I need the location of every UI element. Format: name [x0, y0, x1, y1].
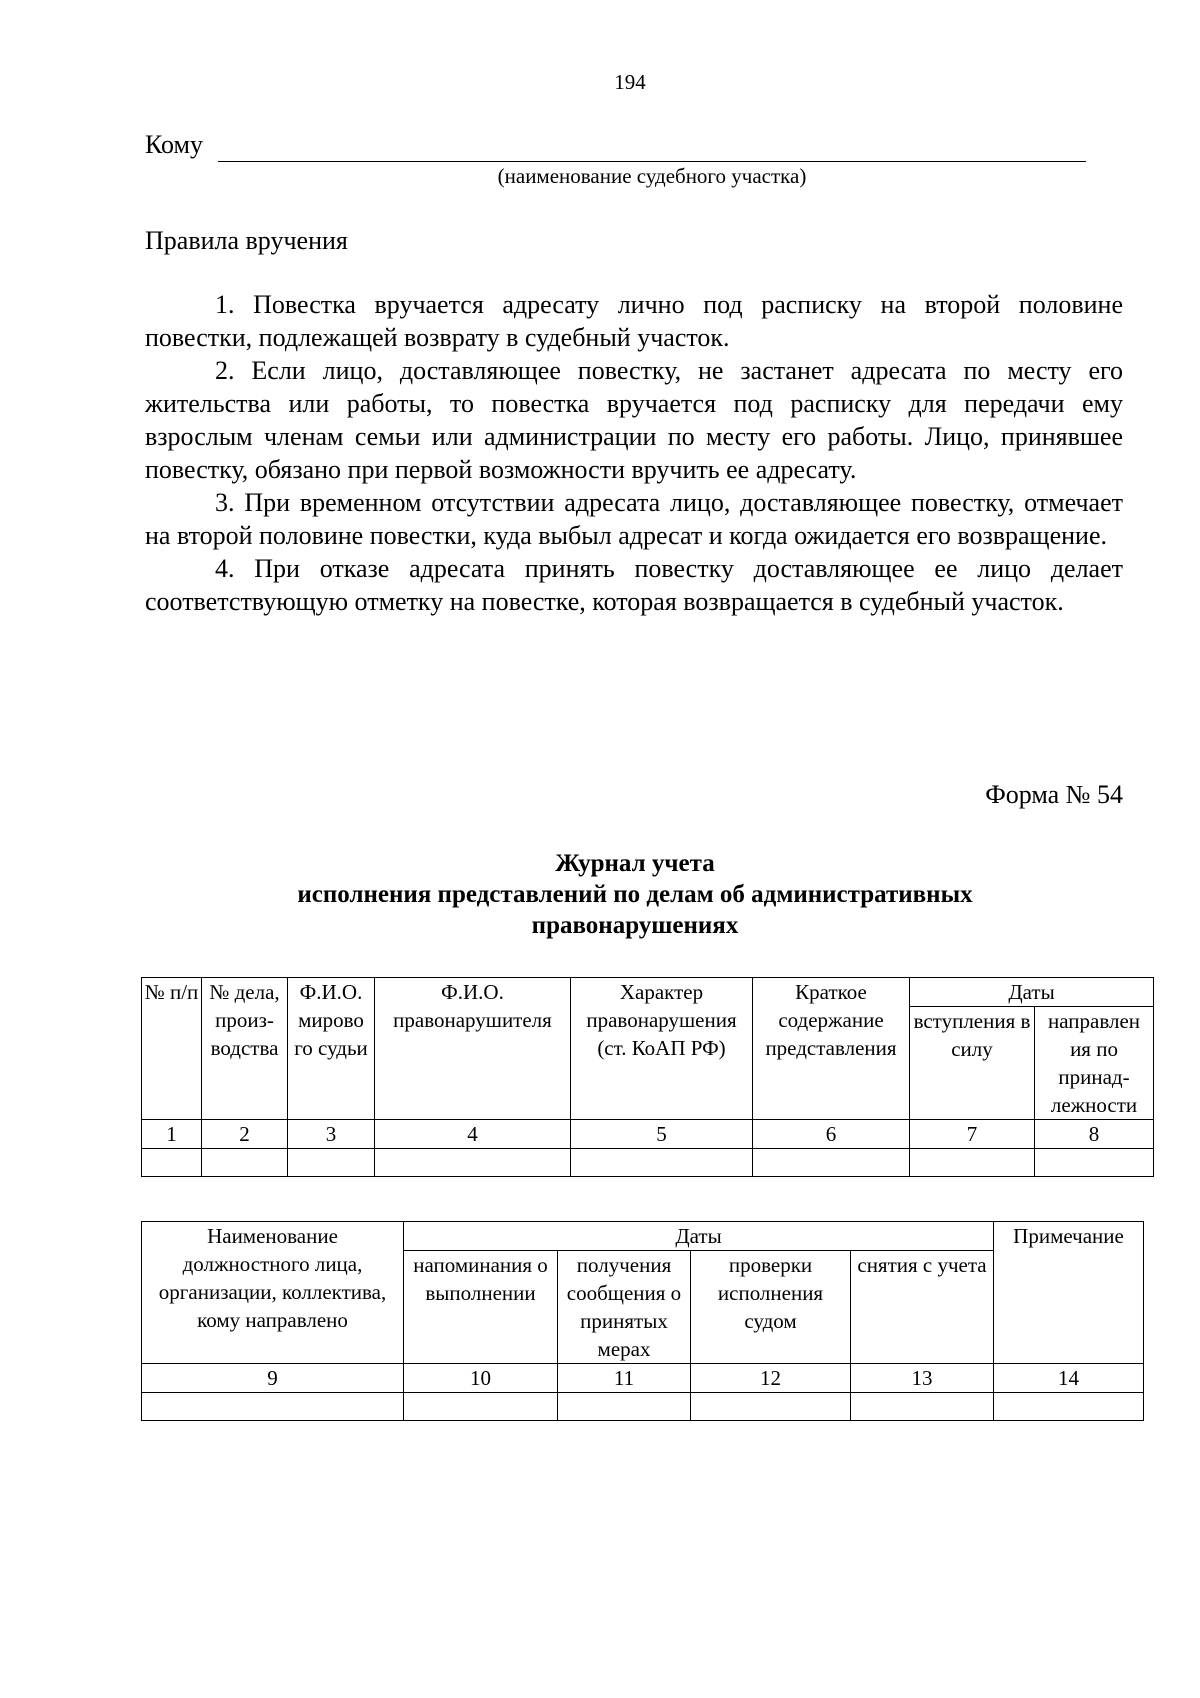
header-cell-dates-group: Даты	[910, 978, 1154, 1007]
column-number-cell: 1	[142, 1120, 202, 1149]
empty-cell	[142, 1149, 202, 1177]
header-cell-effective-date: вступления в силу	[910, 1007, 1035, 1120]
header-cell-judge-name: Ф.И.О. мирово го судьи	[288, 978, 375, 1120]
empty-cell	[202, 1149, 288, 1177]
recipient-label: Кому	[145, 130, 204, 159]
empty-cell	[375, 1149, 571, 1177]
rule-item: 4. При отказе адресата принять повестку доставляющее ее лицо делает соответствующую отметку на повестке, которая возвращается в судебный участок.	[145, 554, 1123, 616]
empty-cell	[142, 1393, 404, 1421]
journal-title-line: правонарушениях	[531, 912, 739, 939]
column-number-cell: 9	[142, 1364, 404, 1393]
rule-item: 2. Если лицо, доставляющее повестку, не застанет адресата по месту его жительства или работы, то повестка вручается под расписку для передачи ему взрослым членам семьи или администрации по месту его работы. Лицо, принявшее повестку, обязано при первой возможности вручить ее адресату.	[145, 356, 1123, 484]
column-number-cell: 4	[375, 1120, 571, 1149]
journal-title	[0, 848, 1200, 941]
header-cell-removal-date: снятия с учета	[851, 1251, 994, 1364]
column-number-cell: 13	[851, 1364, 994, 1393]
column-number-cell: 10	[404, 1364, 558, 1393]
empty-cell	[558, 1393, 691, 1421]
header-cell-offense-type: Характер правонарушения (ст. КоАП РФ)	[571, 978, 753, 1120]
column-number-cell: 7	[910, 1120, 1035, 1149]
header-cell-referral-date: направлен ия по принад-лежности	[1035, 1007, 1154, 1120]
empty-cell	[571, 1149, 753, 1177]
empty-cell	[753, 1149, 910, 1177]
journal-title-line: исполнения представлений по делам об административных	[297, 881, 973, 908]
column-number-cell: 11	[558, 1364, 691, 1393]
form-number: Форма № 54	[985, 780, 1123, 809]
column-number-cell: 5	[571, 1120, 753, 1149]
page-number: 194	[614, 70, 646, 94]
column-number-cell: 3	[288, 1120, 375, 1149]
recipient-fill-line	[218, 161, 1086, 162]
journal-table-part2	[141, 1221, 1144, 1421]
empty-cell	[691, 1393, 851, 1421]
journal-title-line: Журнал учета	[555, 850, 715, 877]
header-cell-recipient: Наименование должностного лица, организации, коллектива, кому направлено	[142, 1222, 404, 1364]
recipient-caption: (наименование судебного участка)	[497, 164, 807, 188]
header-cell-dates-group: Даты	[404, 1222, 994, 1251]
column-number-cell: 6	[753, 1120, 910, 1149]
header-cell-case-number: № дела, произ-водства	[202, 978, 288, 1120]
header-cell-number: № п/п	[142, 978, 202, 1120]
header-cell-check-date: проверки исполнения судом	[691, 1251, 851, 1364]
rule-item: 3. При временном отсутствии адресата лицо, доставляющее повестку, отмечает на второй половине повестки, куда выбыл адресат и когда ожидается его возвращение.	[145, 488, 1123, 550]
header-cell-note: Примечание	[994, 1222, 1144, 1364]
column-number-cell: 8	[1035, 1120, 1154, 1149]
rules-title: Правила вручения	[145, 226, 348, 255]
header-cell-response-date: получения сообщения о принятых мерах	[558, 1251, 691, 1364]
header-cell-reminder-date: напоминания о выполнении	[404, 1251, 558, 1364]
rule-item: 1. Повестка вручается адресату лично под расписку на второй половине повестки, подлежащей возврату в судебный участок.	[145, 290, 1123, 352]
empty-cell	[910, 1149, 1035, 1177]
empty-cell	[404, 1393, 558, 1421]
journal-table-part1	[141, 977, 1154, 1177]
column-number-cell: 14	[994, 1364, 1144, 1393]
column-number-cell: 2	[202, 1120, 288, 1149]
empty-cell	[994, 1393, 1144, 1421]
header-cell-summary: Краткое содержание представления	[753, 978, 910, 1120]
empty-cell	[851, 1393, 994, 1421]
empty-cell	[288, 1149, 375, 1177]
column-number-cell: 12	[691, 1364, 851, 1393]
header-cell-offender-name: Ф.И.О. правонарушителя	[375, 978, 571, 1120]
empty-cell	[1035, 1149, 1154, 1177]
rules-list	[145, 288, 1123, 618]
